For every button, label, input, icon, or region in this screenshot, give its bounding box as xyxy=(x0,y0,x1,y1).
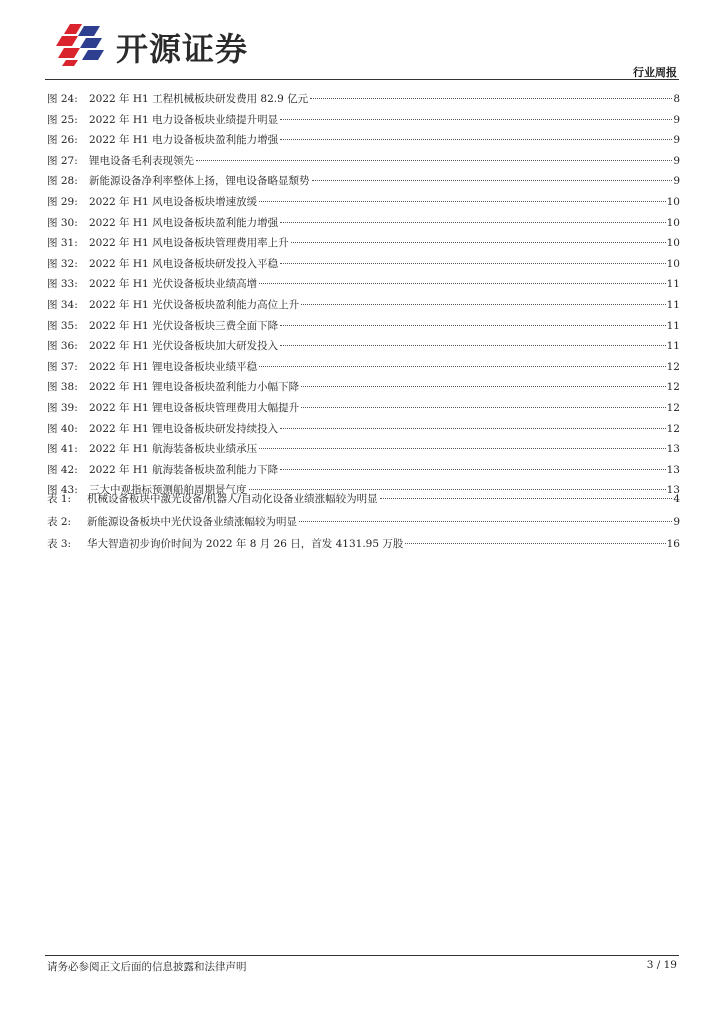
toc-dot-leader xyxy=(196,160,672,161)
toc-dot-leader xyxy=(280,119,672,120)
toc-entry-label: 图 24: xyxy=(47,93,78,105)
toc-entry-page: 13 xyxy=(666,463,680,476)
toc-entry-title: 2022 年 H1 风电设备板块盈利能力增强 xyxy=(89,216,279,229)
toc-entry-title: 三大中观指标预测船舶周期景气度 xyxy=(89,484,247,497)
figure-toc-entry[interactable] xyxy=(47,151,680,172)
figure-toc-entry[interactable] xyxy=(47,377,680,398)
toc-entry-label: 图 42: xyxy=(47,463,78,476)
header-divider xyxy=(45,79,679,80)
toc-dot-leader xyxy=(280,139,672,140)
toc-dot-leader xyxy=(299,521,672,522)
toc-entry-page: 10 xyxy=(666,216,680,229)
toc-entry-page: 12 xyxy=(666,360,680,373)
toc-entry-title: 华大智造初步询价时间为 2022 年 8 月 26 日，首发 4131.95 万股 xyxy=(87,538,404,550)
toc-entry-label: 图 28: xyxy=(47,175,78,188)
toc-entry-page: 9 xyxy=(673,175,680,188)
figure-toc-entry[interactable] xyxy=(47,213,680,234)
toc-dot-leader xyxy=(301,407,666,408)
figure-toc-entry[interactable] xyxy=(47,460,680,481)
toc-entry-label: 图 29: xyxy=(47,195,78,208)
toc-entry-title: 2022 年 H1 光伏设备板块业绩高增 xyxy=(89,278,258,291)
toc-entry-label: 表 3: xyxy=(47,538,72,550)
toc-dot-leader xyxy=(380,498,673,499)
toc-entry-label: 表 1: xyxy=(47,493,72,505)
toc-entry-label: 图 33: xyxy=(47,278,78,291)
toc-entry-title: 机械设备板块中激光设备/机器人/自动化设备业绩涨幅较为明显 xyxy=(87,493,378,505)
toc-dot-leader xyxy=(291,242,666,243)
toc-entry-title: 2022 年 H1 光伏设备板块加大研发投入 xyxy=(89,340,279,353)
toc-entry-page: 13 xyxy=(666,443,680,456)
toc-entry-page: 11 xyxy=(666,319,680,332)
toc-entry-page: 10 xyxy=(666,257,680,270)
page-header xyxy=(0,0,724,82)
toc-dot-leader xyxy=(259,201,666,202)
toc-dot-leader xyxy=(280,469,666,470)
toc-dot-leader xyxy=(301,386,666,387)
figure-toc-entry[interactable] xyxy=(47,419,680,440)
figure-toc-entry[interactable] xyxy=(47,439,680,460)
toc-entry-page: 9 xyxy=(673,113,680,126)
toc-entry-title: 2022 年 H1 锂电设备板块研发持续投入 xyxy=(89,422,279,435)
toc-entry-label: 图 41: xyxy=(47,443,78,456)
figure-toc-entry[interactable] xyxy=(47,336,680,357)
toc-entry-page: 4 xyxy=(673,493,680,505)
toc-entry-label: 表 2: xyxy=(47,515,72,528)
toc-dot-leader xyxy=(280,345,666,346)
toc-entry-label: 图 34: xyxy=(47,298,78,311)
toc-entry-title: 2022 年 H1 锂电设备板块业绩平稳 xyxy=(89,360,258,373)
toc-entry-label: 图 39: xyxy=(47,401,78,414)
figure-toc-entry[interactable] xyxy=(47,171,680,192)
brand-name: 开源证券 xyxy=(116,30,249,68)
toc-entry-label: 图 36: xyxy=(47,340,78,353)
toc-entry-title: 2022 年 H1 航海装备板块盈利能力下降 xyxy=(89,463,279,476)
toc-entry-label: 图 32: xyxy=(47,257,78,270)
toc-entry-label: 图 35: xyxy=(47,319,78,332)
toc-entry-title: 2022 年 H1 风电设备板块研发投入平稳 xyxy=(89,257,279,270)
toc-dot-leader xyxy=(280,428,666,429)
toc-entry-title: 锂电设备毛利表现领先 xyxy=(89,154,194,167)
figure-toc-entry[interactable] xyxy=(47,295,680,316)
figure-toc-entry[interactable] xyxy=(47,254,680,275)
toc-dot-leader xyxy=(280,222,666,223)
figure-toc-entry[interactable] xyxy=(47,233,680,254)
toc-entry-page: 11 xyxy=(666,340,680,353)
figure-toc-entry[interactable] xyxy=(47,192,680,213)
toc-entry-page: 10 xyxy=(666,237,680,250)
figure-toc-entry[interactable] xyxy=(47,398,680,419)
toc-entry-page: 11 xyxy=(666,278,680,291)
toc-entry-title: 2022 年 H1 航海装备板块业绩承压 xyxy=(89,443,258,456)
toc-entry-label: 图 31: xyxy=(47,237,78,250)
figure-list xyxy=(47,89,680,501)
toc-entry-page: 12 xyxy=(666,401,680,414)
brand-mark-icon xyxy=(56,22,106,68)
toc-entry-page: 16 xyxy=(666,538,680,550)
figure-toc-entry[interactable] xyxy=(47,274,680,295)
footer-divider xyxy=(45,955,679,956)
toc-entry-page: 12 xyxy=(666,381,680,394)
figure-toc-entry[interactable] xyxy=(47,110,680,131)
toc-entry-page: 12 xyxy=(666,422,680,435)
toc-dot-leader xyxy=(259,283,666,284)
toc-entry-label: 图 40: xyxy=(47,422,78,435)
toc-entry-label: 图 25: xyxy=(47,113,78,126)
toc-dot-leader xyxy=(259,366,666,367)
toc-dot-leader xyxy=(301,304,666,305)
report-type: 行业周报 xyxy=(633,66,677,79)
toc-dot-leader xyxy=(310,98,672,99)
figure-toc-entry[interactable] xyxy=(47,357,680,378)
toc-entry-label: 图 38: xyxy=(47,381,78,394)
table-toc-entry[interactable] xyxy=(47,511,680,534)
toc-entry-title: 2022 年 H1 光伏设备板块三费全面下降 xyxy=(89,319,279,332)
toc-entry-title: 2022 年 H1 电力设备板块业绩提升明显 xyxy=(89,113,279,126)
toc-entry-label: 图 26: xyxy=(47,134,78,147)
toc-entry-title: 新能源设备板块中光伏设备业绩涨幅较为明显 xyxy=(87,515,297,528)
page-number: 3 / 19 xyxy=(646,959,677,971)
toc-entry-page: 10 xyxy=(666,195,680,208)
toc-entry-label: 图 43: xyxy=(47,484,78,497)
toc-entry-page: 11 xyxy=(666,298,680,311)
toc-entry-title: 新能源设备净利率整体上扬，锂电设备略显颓势 xyxy=(89,175,310,188)
toc-entry-label: 图 37: xyxy=(47,360,78,373)
toc-entry-label: 图 30: xyxy=(47,216,78,229)
toc-dot-leader xyxy=(405,543,665,544)
toc-entry-title: 2022 年 H1 风电设备板块管理费用率上升 xyxy=(89,237,289,250)
toc-entry-page: 13 xyxy=(666,484,680,497)
figure-toc-entry[interactable] xyxy=(47,130,680,151)
toc-entry-title: 2022 年 H1 电力设备板块盈利能力增强 xyxy=(89,134,279,147)
toc-entry-title: 2022 年 H1 光伏设备板块盈利能力高位上升 xyxy=(89,298,300,311)
toc-entry-label: 图 27: xyxy=(47,154,78,167)
toc-entry-title: 2022 年 H1 锂电设备板块管理费用大幅提升 xyxy=(89,401,300,414)
toc-entry-title: 2022 年 H1 工程机械板块研发费用 82.9 亿元 xyxy=(89,93,309,105)
toc-dot-leader xyxy=(280,263,666,264)
toc-entry-title: 2022 年 H1 锂电设备板块盈利能力小幅下降 xyxy=(89,381,300,394)
toc-entry-title: 2022 年 H1 风电设备板块增速放缓 xyxy=(89,195,258,208)
toc-entry-page: 9 xyxy=(673,515,680,528)
footer-disclaimer: 请务必参阅正文后面的信息披露和法律声明 xyxy=(47,961,247,973)
toc-dot-leader xyxy=(312,180,673,181)
brand-logo xyxy=(56,22,276,68)
toc-dot-leader xyxy=(280,325,666,326)
table-toc-entry[interactable] xyxy=(47,488,680,511)
toc-entry-page: 8 xyxy=(673,93,680,105)
table-toc-entry[interactable] xyxy=(47,533,680,556)
table-list xyxy=(47,488,680,556)
toc-dot-leader xyxy=(259,448,666,449)
toc-entry-page: 9 xyxy=(673,154,680,167)
figure-toc-entry[interactable] xyxy=(47,89,680,110)
figure-toc-entry[interactable] xyxy=(47,316,680,337)
toc-entry-page: 9 xyxy=(673,134,680,147)
